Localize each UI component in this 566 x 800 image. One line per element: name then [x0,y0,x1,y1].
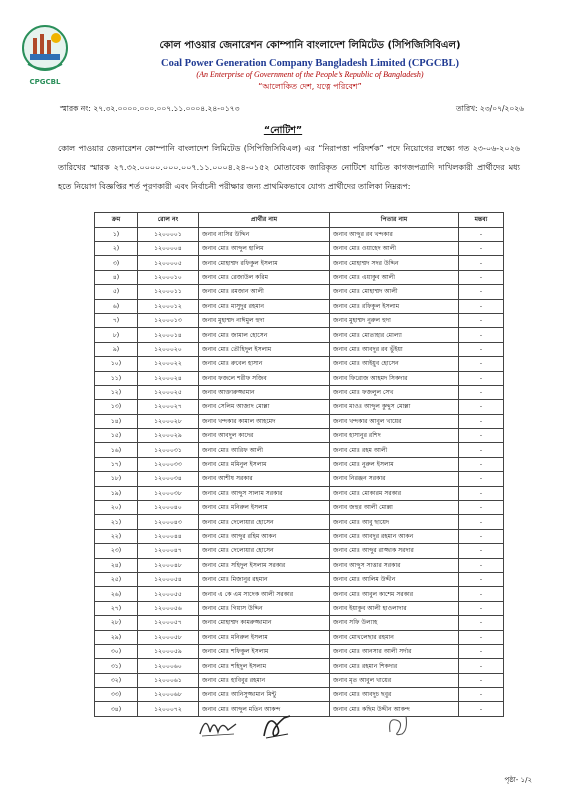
father-name-cell: জনাব মোঃ আবদুর রহমান আকন [330,529,459,543]
remarks-cell: - [459,342,504,356]
remarks-cell: - [459,572,504,586]
table-row [95,241,504,255]
serial-cell: ১২) [95,385,138,399]
serial-cell: ২৫) [95,572,138,586]
table-row [95,256,504,270]
serial-cell: ৪) [95,270,138,284]
remarks-cell: - [459,673,504,687]
roll-cell: ১২০০০৫৮ [138,630,199,644]
table-row [95,414,504,428]
roll-cell: ১২০০০৪৩ [138,515,199,529]
candidate-name-cell: জনাব মোঃ জামাল হোসেন [199,328,330,342]
serial-cell: ১৩) [95,400,138,414]
father-name-cell: জনাব মোঃ আনসার আলী সর্দার [330,644,459,658]
org-name-bn: কোল পাওয়ার জেনারেশন কোম্পানি বাংলাদেশ লিমিটেড (সিপিজিসিবিএল) [159,40,461,51]
org-slogan: “আলোকিত দেশ, যত্নে পরিবেশ” [258,82,362,91]
roll-cell: ১২০০০০৫ [138,256,199,270]
candidate-name-cell: জনাব মোঃ রেজাউল করিম [199,270,330,284]
serial-cell: ১৪) [95,414,138,428]
candidate-name-cell: জনাব মোঃ আব্দুল মতিন আকন্দ [199,702,330,716]
candidate-name-cell: জনাব মোঃ দেলোয়ার হোসেন [199,544,330,558]
table-row [95,342,504,356]
candidate-name-cell: জনাব আক্তারুজ্জামান [199,385,330,399]
table-row [95,587,504,601]
serial-cell: ১৫) [95,429,138,443]
serial-cell: ৩৪) [95,702,138,716]
remarks-cell: - [459,486,504,500]
remarks-cell: - [459,544,504,558]
header-candidate-name: প্রার্থীর নাম [199,213,330,228]
table-header-row [95,213,504,228]
letterhead [0,18,566,98]
table-row [95,544,504,558]
roll-cell: ১২০০০৫৪ [138,572,199,586]
serial-cell: ৯) [95,342,138,356]
father-name-cell: জনাব মোঃ ওয়াহেদ আলী [330,241,459,255]
father-name-cell: জনাব মোঃ রফিকুল ইসলাম [330,299,459,313]
table-row [95,472,504,486]
roll-cell: ১২০০০২৫ [138,385,199,399]
candidate-name-cell: জনাব মুহাম্মদ নাঈমুল হুদা [199,313,330,327]
serial-cell: ১৬) [95,443,138,457]
table-row [95,630,504,644]
candidate-name-cell: জনাব ফজলে শরীফ সজিব [199,371,330,385]
table-row [95,558,504,572]
roll-cell: ১২০০০৬০ [138,659,199,673]
candidate-name-cell: জনাব খন্দকার কামাল আহমেদ [199,414,330,428]
roll-cell: ১২০০০৪৮ [138,558,199,572]
father-name-cell: জনাব মোঃ আলিম উদ্দীন [330,572,459,586]
roll-cell: ১২০০০৩৮ [138,486,199,500]
roll-cell: ১২০০০৪৭ [138,544,199,558]
father-name-cell: জনাব মোহাম্মদ সদর উদ্দিন [330,256,459,270]
serial-cell: ২) [95,241,138,255]
father-name-cell: জনাব মোঃ আইয়ুব হোসেন [330,357,459,371]
roll-cell: ১২০০০২৮ [138,414,199,428]
table-row [95,659,504,673]
org-block [90,38,530,94]
table-row [95,515,504,529]
father-name-cell: জনাব হাসানুর রশিদ [330,429,459,443]
roll-cell: ১২০০০১০ [138,270,199,284]
roll-cell: ১২০০০৩৩ [138,457,199,471]
father-name-cell: জনাব মোখলেছার রহমান [330,630,459,644]
remarks-cell: - [459,299,504,313]
serial-cell: ৩০) [95,644,138,658]
candidate-name-cell: জনাব এ কে এম সাদেক আলী সরকার [199,587,330,601]
org-subtitle: (An Enterprise of Government of the People’s Republic of Bangladesh) [196,70,424,79]
signature-3 [384,710,414,740]
table-row [95,400,504,414]
remarks-cell: - [459,529,504,543]
remarks-cell: - [459,414,504,428]
table-row [95,270,504,284]
roll-cell: ১২০০০২২ [138,357,199,371]
table-row [95,429,504,443]
candidate-name-cell: জনাব মোঃ আরিফ আলী [199,443,330,457]
serial-cell: ৬) [95,299,138,313]
serial-cell: ৩১) [95,659,138,673]
table-row [95,227,504,241]
remarks-cell: - [459,688,504,702]
candidate-name-cell: জনাব মোঃ মনিরুল ইসলাম [199,630,330,644]
candidate-name-cell: জনাব মোঃ আনিসুজ্জামান মিন্টু [199,688,330,702]
remarks-cell: - [459,702,504,716]
serial-cell: ২৮) [95,616,138,630]
table-row [95,443,504,457]
remarks-cell: - [459,472,504,486]
father-name-cell: জনাব মুহাম্মদ নুরুল হুদা [330,313,459,327]
candidate-name-cell: জনাব মোঃ শহিদুল ইসলাম [199,659,330,673]
father-name-cell: জনাব মোঃ আবু ছায়েদ [330,515,459,529]
roll-cell: ১২০০০৭২ [138,702,199,716]
serial-cell: ২৭) [95,601,138,615]
serial-cell: ২৯) [95,630,138,644]
father-name-cell: জনাব মোঃ মোহাম্মদ আলী [330,285,459,299]
table-row [95,357,504,371]
serial-cell: ৩২) [95,673,138,687]
remarks-cell: - [459,385,504,399]
company-logo [20,24,70,90]
roll-cell: ১২০০০০১ [138,227,199,241]
table-row [95,688,504,702]
father-name-cell: জনাব সফি উল্যাহ [330,616,459,630]
remarks-cell: - [459,357,504,371]
roll-cell: ১২০০০৩৪ [138,472,199,486]
header-serial: ক্রম [95,213,138,228]
father-name-cell: জনাব মোঃ আবদুর রব ভুঁইয়া [330,342,459,356]
remarks-cell: - [459,256,504,270]
roll-cell: ১২০০০২০ [138,342,199,356]
serial-cell: ৩৩) [95,688,138,702]
page-number: পৃষ্ঠা- ১/২ [504,776,532,784]
roll-cell: ১২০০০১৪ [138,328,199,342]
candidate-table [94,212,504,717]
candidate-name-cell: জনাব মোঃ তৌহিদুল ইসলাম [199,342,330,356]
father-name-cell: জনাব মোঃ কছিম উদ্দীন আকন্দ [330,702,459,716]
remarks-cell: - [459,501,504,515]
memo-date: তারিখ: ২৩/০৭/২০২৬ [456,104,524,113]
father-name-cell: জনাব মোঃ আবদুচ ছবুর [330,688,459,702]
roll-cell: ১২০০০৫৯ [138,644,199,658]
candidate-name-cell: জনাব নাসির উদ্দিন [199,227,330,241]
father-name-cell: জনাব মোঃ আব্দুর রাজ্জাক সরদার [330,544,459,558]
header-father-name: পিতার নাম [330,213,459,228]
table-row [95,644,504,658]
remarks-cell: - [459,328,504,342]
org-name-en: Coal Power Generation Company Bangladesh Limited (CPGCBL) [161,58,459,69]
candidate-name-cell: জনাব মোঃ রুবেল হাসান [199,357,330,371]
roll-cell: ১২০০০২৯ [138,429,199,443]
table-row [95,328,504,342]
candidate-name-cell: জনাব মোঃ মনিরুল ইসলাম [199,501,330,515]
father-name-cell: জনাব আব্দুর রব খন্দকার [330,227,459,241]
remarks-cell: - [459,644,504,658]
remarks-cell: - [459,659,504,673]
roll-cell: ১২০০০০৪ [138,241,199,255]
candidate-name-cell: জনাব মোহাম্মদ রফিকুল ইসলাম [199,256,330,270]
serial-cell: ২২) [95,529,138,543]
serial-cell: ১৮) [95,472,138,486]
header-remarks: মন্তব্য [459,213,504,228]
table-row [95,371,504,385]
table-row [95,313,504,327]
remarks-cell: - [459,227,504,241]
father-name-cell: জনাব মৃত আবুল খায়ের [330,673,459,687]
remarks-cell: - [459,371,504,385]
signature-1 [196,710,240,740]
candidate-name-cell: জনাব মোঃ আব্দুর রহিম আকন [199,529,330,543]
father-name-cell: জনাব জহুর আলী মোল্লা [330,501,459,515]
candidate-name-cell: জনাব মোহাম্মদ কামরুজ্জামান [199,616,330,630]
serial-cell: ১) [95,227,138,241]
remarks-cell: - [459,616,504,630]
remarks-cell: - [459,587,504,601]
table-row [95,385,504,399]
father-name-cell: জনাব ইয়াকুব আলী হাওলাদার [330,601,459,615]
remarks-cell: - [459,457,504,471]
table-row [95,702,504,716]
notice-title-wrap [0,124,566,139]
father-name-cell: জনাব মোঃ রহমান শিকদার [330,659,459,673]
father-name-cell: জনাব মোঃ মোতাহার মোল্যা [330,328,459,342]
memo-number: স্মারক নং: ২৭.৩২.০০০০.০০০.০০৭.১১.০০০৪.২৪-০১৭৩ [60,104,240,113]
table-row [95,285,504,299]
remarks-cell: - [459,400,504,414]
father-name-cell: জনাব ফিরোজ আহমদ সিকদার [330,371,459,385]
remarks-cell: - [459,558,504,572]
roll-cell: ১২০০০২৪ [138,371,199,385]
signature-2 [260,710,294,742]
father-name-cell: জনাব মাওঃ আব্দুল কুদ্দুস মোল্লা [330,400,459,414]
table-body [95,227,504,716]
candidate-name-cell: জনাব মোঃ রমজান আলী [199,285,330,299]
candidate-name-cell: জনাব মোঃ আব্দুল হালিম [199,241,330,255]
candidate-name-cell: জনাব মোঃ মাসুদুর রহমান [199,299,330,313]
serial-cell: ২৬) [95,587,138,601]
roll-cell: ১২০০০৫৭ [138,616,199,630]
table-row [95,529,504,543]
serial-cell: ৫) [95,285,138,299]
father-name-cell: জনাব মোঃ রহম আলী [330,443,459,457]
roll-cell: ১২০০০৬১ [138,673,199,687]
father-name-cell: জনাব মোঃ নুরুল ইসলাম [330,457,459,471]
serial-cell: ৭) [95,313,138,327]
header-roll: রোল নং [138,213,199,228]
table-row [95,299,504,313]
remarks-cell: - [459,601,504,615]
remarks-cell: - [459,429,504,443]
table-row [95,486,504,500]
father-name-cell: জনাব আব্দুস সাত্তার সরকার [330,558,459,572]
father-name-cell: জনাব মোঃ এয়াকুব আলী [330,270,459,284]
serial-cell: ১৭) [95,457,138,471]
remarks-cell: - [459,241,504,255]
roll-cell: ১২০০০২৭ [138,400,199,414]
notice-title: “নোটিশ” [263,125,303,136]
candidate-name-cell: জনাব মোঃ সহিদুল ইসলাম সরকার [199,558,330,572]
remarks-cell: - [459,270,504,284]
remarks-cell: - [459,443,504,457]
candidate-name-cell: জনাব মোঃ শফিকুল ইসলাম [199,644,330,658]
serial-cell: ২৩) [95,544,138,558]
table-row [95,601,504,615]
serial-cell: ২০) [95,501,138,515]
candidate-name-cell: জনাব মোঃ মিজানুর রহমান [199,572,330,586]
table-row [95,616,504,630]
father-name-cell: জনাব মোঃ ফজলুল সেখ [330,385,459,399]
candidate-name-cell: জনাব মোঃ দেলোয়ার হোসেন [199,515,330,529]
candidate-name-cell: জনাব আশীষ সরকার [199,472,330,486]
father-name-cell: জনাব খন্দকার আবুল খায়ের [330,414,459,428]
table-row [95,457,504,471]
roll-cell: ১২০০০১১ [138,285,199,299]
candidate-name-cell: জনাব মোঃ আব্দুস সালাম সরকার [199,486,330,500]
notice-body: কোল পাওয়ার জেনারেশন কোম্পানি বাংলাদেশ লিমিটেড (সিপিজিসিবিএল) এর “নিরাপত্তা পরিদর্শক” পদে নিয়োগের লক্ষ্যে গত ২৩-০৬-২০২৬ তারিখের স্মারক ২৭.৩২.০০০০.০০০.০০৭.১১.০০০৪.২৪-০১৫২ মোতাবেক জারিকৃত নোটিশে যাচিত কাগজপত্রাদি দাখিলকারী প্রার্থীদের মধ্য হতে নিয়োগ বিজ্ঞপ্তির শর্ত পূরণকারী এবং নির্বাচনী পরীক্ষার জন্য প্রাথমিকভাবে যোগ্য প্রার্থীদের তালিকা নিম্নরূপ: [58,144,520,191]
table-row [95,501,504,515]
remarks-cell: - [459,630,504,644]
serial-cell: ২৪) [95,558,138,572]
roll-cell: ১২০০০৪৪ [138,529,199,543]
roll-cell: ১২০০০৫৬ [138,601,199,615]
candidate-name-cell: জনাব সেলিম আজাদ মোল্লা [199,400,330,414]
table-row [95,673,504,687]
serial-cell: ১০) [95,357,138,371]
candidate-name-cell: জনাব মোঃ মমিনুল ইসলাম [199,457,330,471]
roll-cell: ১২০০০৫৫ [138,587,199,601]
candidate-name-cell: জনাব মোঃ হাবিবুর রহমান [199,673,330,687]
serial-cell: ১১) [95,371,138,385]
candidate-name-cell: জনাব আবদুল কাদের [199,429,330,443]
father-name-cell: জনাব নিরঞ্জন সরকার [330,472,459,486]
serial-cell: ২১) [95,515,138,529]
logo-label: CPGCBL [29,78,61,86]
remarks-cell: - [459,313,504,327]
roll-cell: ১২০০০১৩ [138,313,199,327]
roll-cell: ১২০০০৪০ [138,501,199,515]
roll-cell: ১২০০০৩১ [138,443,199,457]
roll-cell: ১২০০০৬৮ [138,688,199,702]
remarks-cell: - [459,515,504,529]
father-name-cell: জনাব মোঃ আবুল কাশেম সরকার [330,587,459,601]
serial-cell: ১৯) [95,486,138,500]
serial-cell: ৮) [95,328,138,342]
serial-cell: ৩) [95,256,138,270]
father-name-cell: জনাব মোঃ মোকারম সরকার [330,486,459,500]
remarks-cell: - [459,285,504,299]
candidate-name-cell: জনাব মোঃ গিয়াস উদ্দিন [199,601,330,615]
table-row [95,572,504,586]
roll-cell: ১২০০০১২ [138,299,199,313]
